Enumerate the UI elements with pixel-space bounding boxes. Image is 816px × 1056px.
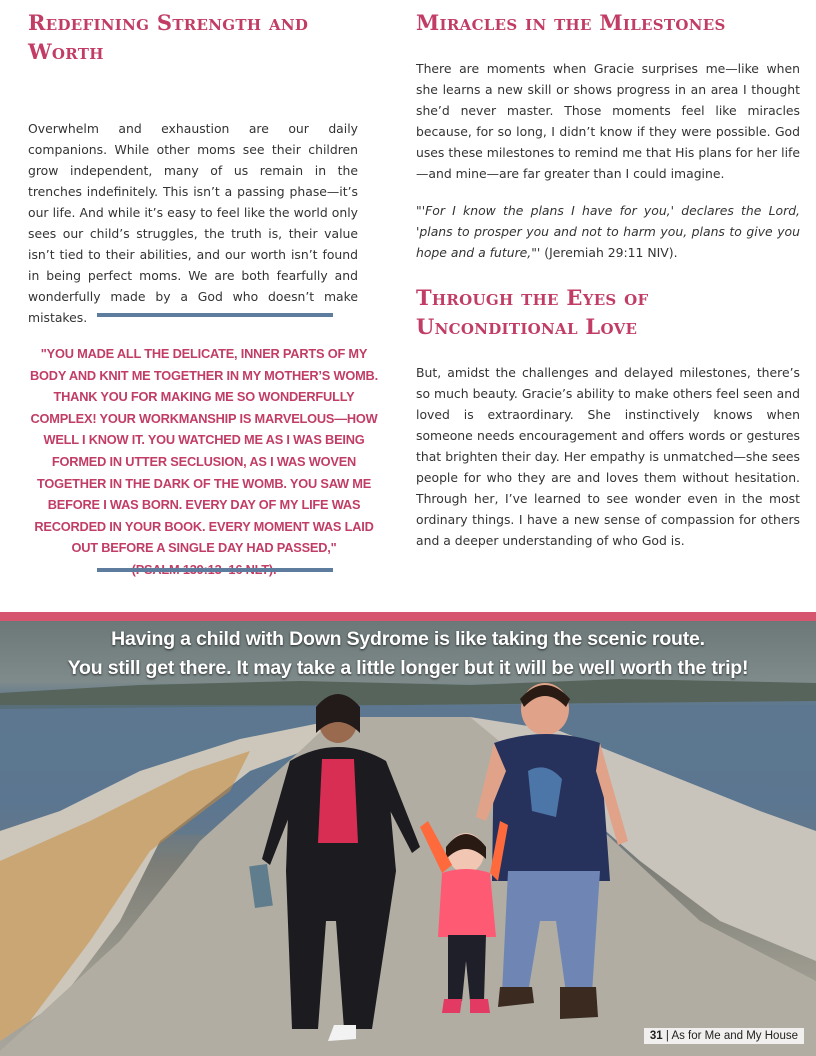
photo-caption [0, 625, 816, 683]
page-footer [644, 1028, 804, 1044]
footer-separator: | [662, 1030, 672, 1042]
section-heading-unconditional-love: Through the Eyes of Unconditional Love [416, 285, 649, 339]
verse-jeremiah-reference: (Jeremiah 29:11 NIV). [540, 245, 678, 260]
page-number: 31 [649, 1030, 663, 1042]
verse-jeremiah [416, 200, 800, 263]
pull-quote-text: "YOU MADE ALL THE DELICATE, INNER PARTS OF MY BODY AND KNIT ME TOGETHER IN MY MOTHER’S WOMB. THANK YOU FOR MAKING ME SO WONDERFULLY COMPLEX! YOUR WORKMANSHIP IS MARVELOUS—HOW WELL I KNOW IT. YOU WATCHED ME AS I WAS BEING FORMED IN UTTER SECLUSION, AS I WAS WOVEN TOGETHER IN THE DARK OF THE WOMB. YOU SAW ME BEFORE I WAS BORN. EVERY DAY OF MY LIFE WAS RECORDED IN YOUR BOOK. EVERY MOMENT WAS LAID OUT BEFORE A SINGLE DAY HAD PASSED," [30, 346, 378, 556]
distant-shoreline [0, 679, 816, 709]
family-photo [0, 621, 816, 1056]
right-column [416, 8, 800, 551]
publication-title: As for Me and My House [671, 1030, 798, 1042]
pull-quote [26, 343, 382, 581]
paragraph-miracles: There are moments when Gracie surprises me—like when she learns a new skill or shows progress in an area I thought she’d never master. Those moments feel like miracles because, for so long, I didn’t know if they were possible. God uses these milestones to remind me that His plans for her life—and mine—are far greater than I could imagine. [416, 61, 800, 181]
divider-top [97, 313, 333, 317]
family-photo-illustration [0, 621, 816, 1056]
photo-caption-line-2: You still get there. It may take a little longer but it will be well worth the trip! [67, 657, 749, 679]
section-heading-redefining-strength: Redefining Strength and Worth [28, 10, 309, 64]
verse-jeremiah-text: "'For I know the plans I have for you,' declares the Lord, 'plans to prosper you and not to harm you, plans to give you hope and a future,"' [416, 203, 800, 260]
paragraph-redefining-strength: Overwhelm and exhaustion are our daily companions. While other moms see their children grow independent, many of us remain in the trenches indefinitely. This isn’t a passing phase—it’s our life. And while it’s easy to feel like the world only sees our child’s struggles, the truth is, their value isn’t tied to their abilities, and our worth isn’t found in being perfect moms. We are both fearfully and wonderfully made by a God who doesn’t make mistakes. [28, 121, 358, 325]
photo-top-band [0, 612, 816, 621]
photo-caption-line-1: Having a child with Down Sydrome is like taking the scenic route. [111, 628, 705, 650]
left-column [28, 8, 358, 328]
paragraph-unconditional-love: But, amidst the challenges and delayed milestones, there’s so much beauty. Gracie’s ability to make others feel seen and loved is extraordinary. She instinctively knows when someone needs encouragement and offers words or gestures that brighten their day. Her empathy is unmatched—she sees people for who they are and loves them without hesitation. Through her, I’ve learned to see wonder even in the most ordinary things. I have a new sense of compassion for others and a deeper understanding of who God is. [416, 365, 800, 548]
section-heading-miracles: Miracles in the Milestones [416, 10, 726, 35]
divider-bottom [97, 568, 333, 572]
